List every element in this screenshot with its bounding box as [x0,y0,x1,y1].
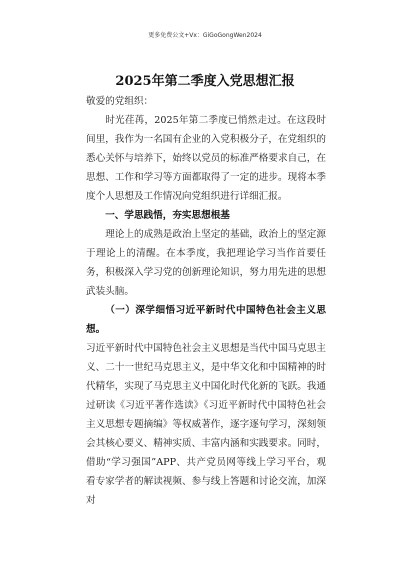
subsection-1-paragraph: 习近平新时代中国特色社会主义思想是当代中国马克思主义、二十一世纪马克思主义，是中华文化和中国精神的时代精华，实现了马克思主义中国化时代化新的飞跃。我通过研读《习近平著作选读》《习近平新时代中国特色社会主义思想专题摘编》等权威著作，逐字逐句学习，深刻领会其核心要义、精神实质、丰富内涵和实践要求。同时，借助“学习强国”APP、共产党员网等线上学习平台，观看专家学者的解读视频、参与线上答题和讨论交流，加深对 [86,343,326,506]
intro-paragraph: 时光荏苒，2025年第二季度已悄然走过。在这段时间里，我作为一名国有企业的入党积极分子，在党组织的悉心关怀与培养下，始终以党员的标准严格要求自己，在思想、工作和学习等方面都取得了一定的进步。现将本季度个人思想及工作情况向党组织进行详细汇报。 [86,115,326,202]
section-1-paragraph: 理论上的成熟是政治上坚定的基础，政治上的坚定源于理论上的清醒。在本季度，我把理论学习当作首要任务，积极深入学习党的创新理论知识，努力用先进的思想武装头脑。 [86,229,326,297]
document-body [86,92,326,510]
subsection-heading-1: （一）深学细悟习近平新时代中国特色社会主义思想。 [86,305,326,335]
header-note: 更多免费公文+Vx：GiGoGongWen2024 [148,32,262,39]
salutation: 敬爱的党组织： [86,96,154,107]
section-heading-1: 一、学思践悟，夯实思想根基 [105,210,230,221]
document-title: 2025年第二季度入党思想汇报 [115,74,295,89]
